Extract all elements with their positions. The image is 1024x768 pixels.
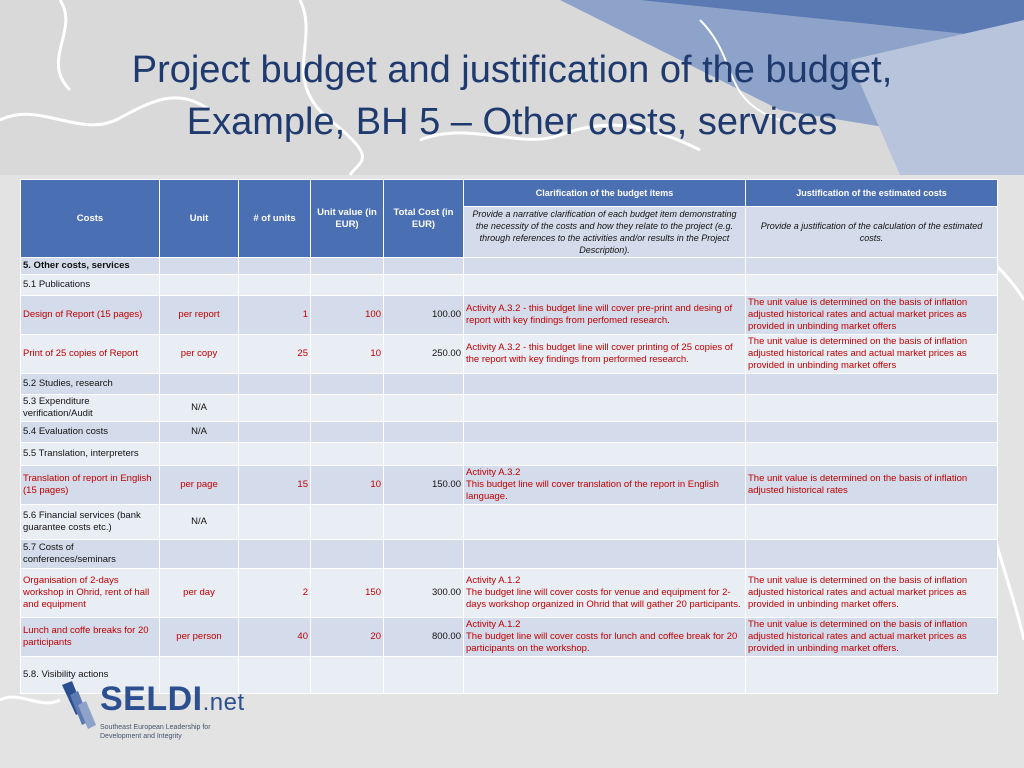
cell-unit-value [311, 657, 384, 694]
header-total-cost: Total Cost (in EUR) [384, 180, 464, 258]
cell-clarification [464, 443, 746, 466]
cell-unit: per page [160, 466, 239, 505]
table-row [21, 466, 998, 505]
cell-cost: 5.8. Visibility actions [21, 657, 160, 694]
table-row [21, 374, 998, 395]
cell-clarification: Activity A.3.2 - this budget line will cover pre-print and desing of report with key findings from perfomed research. [464, 296, 746, 335]
cell-total: 100.00 [384, 296, 464, 335]
cell-total [384, 657, 464, 694]
cell-unit-value [311, 505, 384, 540]
cell-unit-value [311, 395, 384, 422]
cell-cost: 5. Other costs, services [21, 258, 160, 275]
cell-clarification [464, 505, 746, 540]
cell-unit-value [311, 540, 384, 569]
cell-clarification [464, 657, 746, 694]
logo-tagline: Southeast European Leadership for Development and Integrity [100, 724, 211, 740]
budget-table [20, 179, 998, 694]
cell-clarification [464, 540, 746, 569]
cell-num-units [239, 422, 311, 443]
table-row [21, 443, 998, 466]
logo-suffix: .net [202, 689, 245, 716]
cell-unit [160, 374, 239, 395]
cell-total [384, 258, 464, 275]
logo-name-text: SELDI [100, 680, 203, 718]
cell-justification: The unit value is determined on the basis of inflation adjusted historical rates and actual market prices as provided in unbinding market offers. [746, 618, 998, 657]
cell-cost: Translation of report in English (15 pages) [21, 466, 160, 505]
cell-justification: The unit value is determined on the basis of inflation adjusted historical rates and actual market prices as provided in unbinding market offers [746, 335, 998, 374]
slide-title-line1: Project budget and justification of the budget, [131, 49, 893, 91]
cell-total [384, 540, 464, 569]
cell-justification [746, 443, 998, 466]
cell-clarification: Activity A.3.2 - this budget line will cover printing of 25 copies of the report with key findings from performed research. [464, 335, 746, 374]
cell-num-units [239, 374, 311, 395]
cell-cost: 5.6 Financial services (bank guarantee costs etc.) [21, 505, 160, 540]
cell-unit-value [311, 443, 384, 466]
cell-justification [746, 374, 998, 395]
slide-title [0, 44, 1024, 148]
cell-unit: N/A [160, 422, 239, 443]
cell-justification [746, 540, 998, 569]
cell-unit-value [311, 374, 384, 395]
header-num-units: # of units [239, 180, 311, 258]
cell-unit: per report [160, 296, 239, 335]
cell-num-units: 15 [239, 466, 311, 505]
cell-cost: Lunch and coffe breaks for 20 participants [21, 618, 160, 657]
header-justification: Justification of the estimated costs [746, 180, 998, 207]
cell-cost: 5.2 Studies, research [21, 374, 160, 395]
cell-clarification [464, 422, 746, 443]
cell-unit [160, 443, 239, 466]
cell-clarification [464, 258, 746, 275]
cell-total [384, 374, 464, 395]
header-costs: Costs [21, 180, 160, 258]
cell-num-units: 25 [239, 335, 311, 374]
table-row [21, 569, 998, 618]
logo-name [100, 681, 245, 721]
cell-justification [746, 422, 998, 443]
cell-unit-value: 150 [311, 569, 384, 618]
cell-total [384, 505, 464, 540]
cell-clarification: Activity A.1.2 The budget line will cover costs for lunch and coffee break for 20 participants on the workshop. [464, 618, 746, 657]
cell-cost: 5.4 Evaluation costs [21, 422, 160, 443]
cell-total [384, 395, 464, 422]
cell-num-units [239, 258, 311, 275]
cell-total: 250.00 [384, 335, 464, 374]
cell-cost: Design of Report (15 pages) [21, 296, 160, 335]
cell-clarification: Activity A.1.2 The budget line will cover costs for venue and equipment for 2-days workshop organized in Ohrid that will gather 20 participants. [464, 569, 746, 618]
cell-cost: Organisation of 2-days workshop in Ohrid, rent of hall and equipment [21, 569, 160, 618]
cell-justification: The unit value is determined on the basis of inflation adjusted historical rates and actual market prices as provided in unbinding market offers [746, 296, 998, 335]
table-row [21, 335, 998, 374]
seldi-logo [62, 681, 245, 741]
cell-unit [160, 540, 239, 569]
cell-justification [746, 657, 998, 694]
header-unit-value: Unit value (in EUR) [311, 180, 384, 258]
cell-justification: The unit value is determined on the basis of inflation adjusted historical rates [746, 466, 998, 505]
cell-num-units: 1 [239, 296, 311, 335]
cell-justification: The unit value is determined on the basis of inflation adjusted historical rates and actual market prices as provided in unbinding market offers. [746, 569, 998, 618]
cell-justification [746, 275, 998, 296]
table-row [21, 618, 998, 657]
cell-num-units [239, 540, 311, 569]
cell-unit [160, 258, 239, 275]
cell-unit-value: 20 [311, 618, 384, 657]
table-row [21, 258, 998, 275]
cell-unit: N/A [160, 505, 239, 540]
cell-total [384, 422, 464, 443]
cell-unit-value: 10 [311, 335, 384, 374]
cell-total [384, 443, 464, 466]
cell-total: 800.00 [384, 618, 464, 657]
cell-unit: per person [160, 618, 239, 657]
cell-cost: Print of 25 copies of Report [21, 335, 160, 374]
cell-num-units [239, 505, 311, 540]
header-unit: Unit [160, 180, 239, 258]
cell-unit: per copy [160, 335, 239, 374]
table-row [21, 422, 998, 443]
header-clarification-desc: Provide a narrative clarification of each budget item demonstrating the necessity of the costs and how they relate to the project (e.g. through references to the activities and/or results in the Project Description). [464, 207, 746, 258]
cell-num-units [239, 395, 311, 422]
cell-num-units [239, 443, 311, 466]
cell-unit-value [311, 258, 384, 275]
cell-unit [160, 275, 239, 296]
cell-num-units [239, 275, 311, 296]
seldi-logo-mark-icon [62, 681, 96, 729]
cell-total [384, 275, 464, 296]
cell-num-units: 40 [239, 618, 311, 657]
cell-unit-value: 100 [311, 296, 384, 335]
cell-clarification: Activity A.3.2 This budget line will cover translation of the report in English language. [464, 466, 746, 505]
cell-total: 150.00 [384, 466, 464, 505]
header-clarification: Clarification of the budget items [464, 180, 746, 207]
cell-justification [746, 505, 998, 540]
table-row [21, 395, 998, 422]
cell-clarification [464, 395, 746, 422]
cell-cost: 5.1 Publications [21, 275, 160, 296]
cell-cost: 5.7 Costs of conferences/seminars [21, 540, 160, 569]
cell-cost: 5.5 Translation, interpreters [21, 443, 160, 466]
cell-justification [746, 258, 998, 275]
cell-unit: N/A [160, 395, 239, 422]
table-row [21, 296, 998, 335]
cell-unit-value [311, 422, 384, 443]
table-row [21, 505, 998, 540]
cell-clarification [464, 275, 746, 296]
cell-cost: 5.3 Expenditure verification/Audit [21, 395, 160, 422]
slide-title-line2: Example, BH 5 – Other costs, services [186, 101, 838, 143]
cell-num-units: 2 [239, 569, 311, 618]
table-row [21, 540, 998, 569]
cell-unit: per day [160, 569, 239, 618]
cell-num-units [239, 657, 311, 694]
cell-justification [746, 395, 998, 422]
cell-total: 300.00 [384, 569, 464, 618]
header-justification-desc: Provide a justification of the calculation of the estimated costs. [746, 207, 998, 258]
table-row [21, 275, 998, 296]
cell-clarification [464, 374, 746, 395]
cell-unit-value: 10 [311, 466, 384, 505]
cell-unit-value [311, 275, 384, 296]
